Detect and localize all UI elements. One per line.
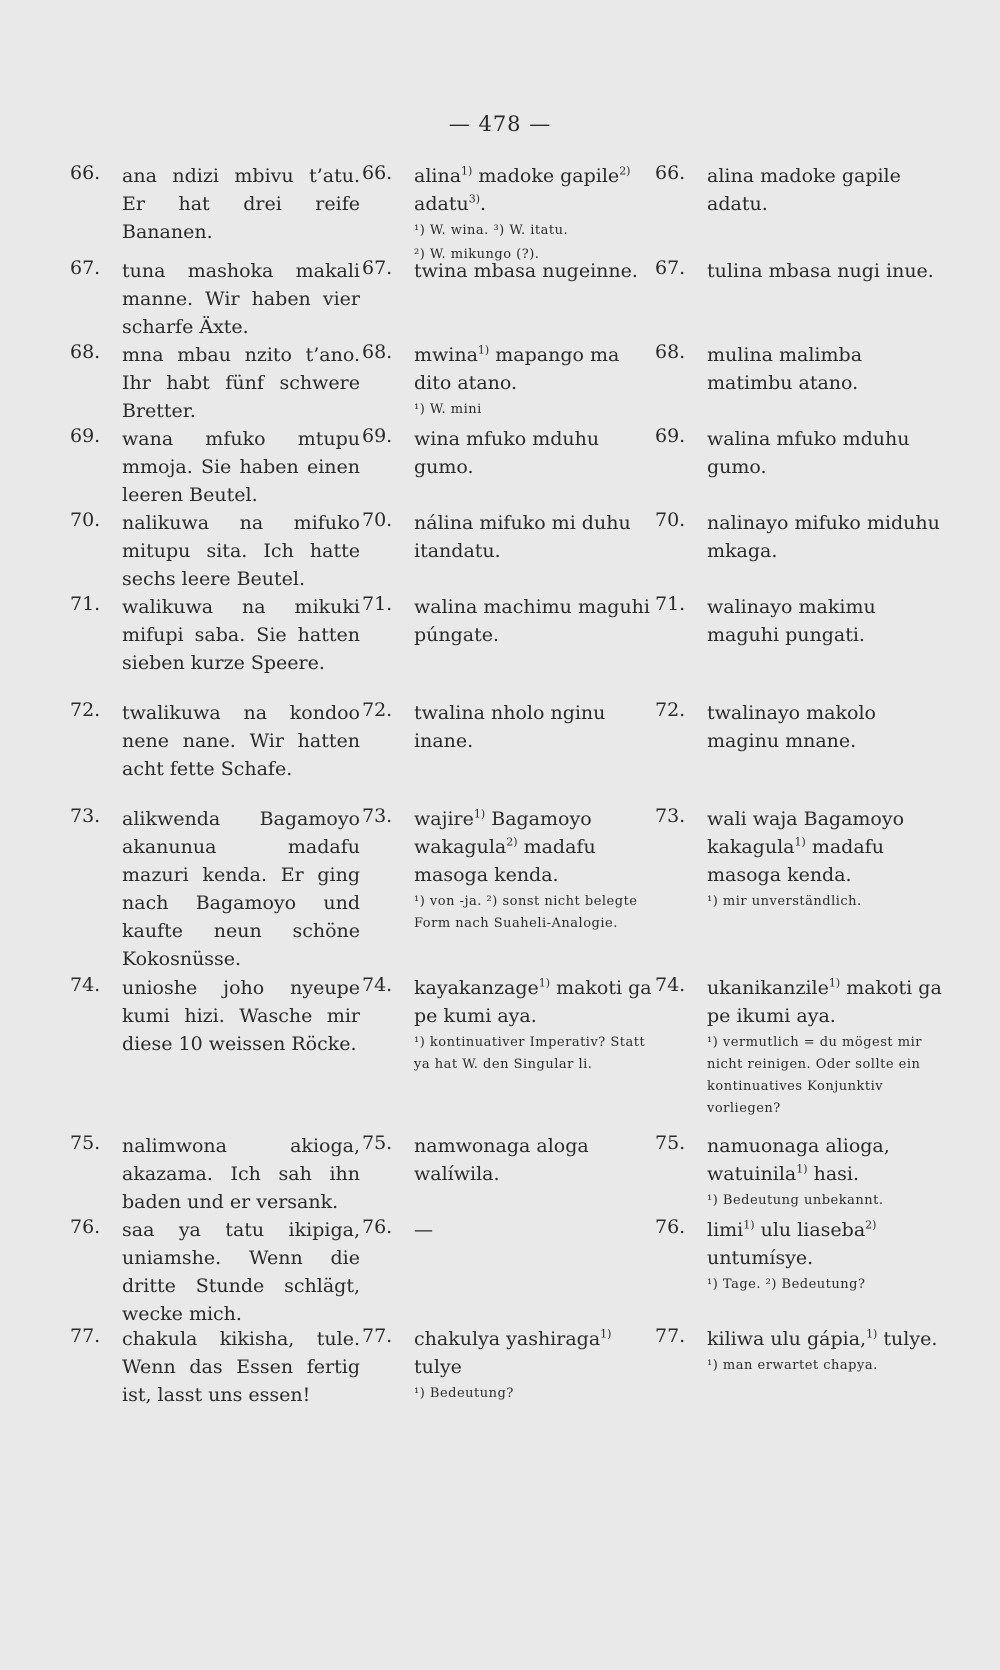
col3-entry (655, 509, 945, 565)
entry-text (707, 162, 945, 218)
entry-text-part: . (480, 193, 487, 215)
entry-text (122, 509, 360, 593)
entry-text (414, 425, 652, 481)
entry-text-body: tulina mbasa nugi inue. (707, 260, 934, 282)
footnote-marker: 1) (477, 343, 490, 357)
entry-number: 76. (362, 1216, 393, 1238)
entry-text-body: nalikuwa na mifuko mitupu sita. Ich hatte sechs leere Beutel. (122, 512, 360, 590)
col2-entry (362, 1132, 652, 1188)
entry-text-body: namwonaga aloga walíwila. (414, 1135, 589, 1185)
footnote-marker: 1) (538, 976, 551, 990)
entry-number: 75. (655, 1132, 686, 1154)
entry-number: 77. (70, 1325, 101, 1347)
entry-number: 73. (70, 805, 101, 827)
footnote: ¹) man erwartet chapya. (707, 1358, 878, 1373)
entry-number: 74. (655, 974, 686, 996)
entry-number: 76. (655, 1216, 686, 1238)
entry-text-body: twalinayo makolo maginu mnane. (707, 702, 876, 752)
entry-text (414, 1325, 652, 1381)
entry-number: 71. (655, 593, 686, 615)
entry-number: 74. (362, 974, 393, 996)
col2-entry (362, 699, 652, 755)
footnote: ¹) mir unverständlich. (707, 894, 862, 909)
entry-text-part: madafu masoga kenda. (414, 836, 596, 886)
entry-text-part: chakulya yashiraga (414, 1328, 601, 1350)
entry-text-body: tuna mashoka makali manne. Wir haben vier scharfe Äxte. (122, 260, 360, 338)
entry-text-part: makoti ga pe kumi aya. (414, 977, 652, 1027)
entry-text (414, 509, 652, 565)
entry-number: 72. (362, 699, 393, 721)
entry-text (707, 257, 945, 285)
entry-text-part: adatu (414, 193, 469, 215)
entry-text-part: wali waja Bagamoyo kakagula (707, 808, 905, 858)
col1-entry (70, 699, 360, 783)
entry-text-body: wana mfuko mtupu mmoja. Sie haben einen leeren Beutel. (122, 428, 360, 506)
col3-entry (655, 162, 945, 218)
entry-number: 74. (70, 974, 101, 996)
entry-text-body: twina mbasa nugeinne. (414, 260, 638, 282)
entry-text (414, 341, 652, 397)
footnote-marker: 1) (461, 164, 473, 178)
entry-number: 70. (362, 509, 393, 531)
page-number: — 478 — (448, 112, 552, 136)
entry-text-part: kiliwa ulu gápia, (707, 1328, 867, 1350)
entry-text-body: twalina nholo nginu inane. (414, 702, 606, 752)
entry-text-part: tulye (414, 1356, 462, 1378)
entry-number: 70. (70, 509, 101, 531)
entry-number: 75. (70, 1132, 101, 1154)
col3-entry (655, 593, 945, 649)
entry-text (414, 1216, 652, 1244)
entry-text (414, 1132, 652, 1188)
col1-entry (70, 162, 360, 246)
footnote: ²) W. mikungo (?). (414, 247, 540, 262)
col1-entry (70, 593, 360, 677)
entry-text (707, 509, 945, 565)
col1-entry (70, 341, 360, 425)
entry-number: 75. (362, 1132, 393, 1154)
entry-text-body: walina mfuko mduhu gumo. (707, 428, 910, 478)
footnote-marker: 2) (619, 164, 631, 178)
col2-entry (362, 509, 652, 565)
entry-number: 69. (655, 425, 686, 447)
footnote-marker: 3) (468, 192, 480, 206)
col2-entry (362, 341, 652, 421)
entry-number: 71. (70, 593, 101, 615)
entry-text-body: — (414, 1219, 433, 1241)
entry-number: 69. (70, 425, 101, 447)
entry-number: 68. (362, 341, 393, 363)
col3-entry (655, 805, 945, 913)
entry-text-part: mapango ma dito atano. (414, 344, 620, 394)
entry-text (707, 593, 945, 649)
col3-entry (655, 1325, 945, 1377)
footnote-marker: 1) (866, 1327, 878, 1341)
entry-number: 77. (362, 1325, 393, 1347)
entry-text (707, 1325, 945, 1353)
col3-entry (655, 1216, 945, 1296)
entry-text-part: kayakanzage (414, 977, 539, 999)
entry-text-part: wajire (414, 808, 474, 830)
col1-entry (70, 1325, 360, 1409)
entry-text-body: walina machimu maguhi púngate. (414, 596, 650, 646)
entry-text-body: unioshe joho nyeupe kumi hizi. Wasche mir diese 10 weissen Röcke. (122, 977, 360, 1055)
entry-text-body: mna mbau nzito t’ano. Ihr habt fünf schwere Bretter. (122, 344, 360, 422)
entry-text-body: wina mfuko mduhu gumo. (414, 428, 600, 478)
entry-number: 66. (655, 162, 686, 184)
entry-text (122, 1216, 360, 1328)
entry-text (414, 593, 652, 649)
col1-entry (70, 425, 360, 509)
entry-number: 71. (362, 593, 393, 615)
entry-text-part: ulu liaseba (754, 1219, 866, 1241)
entry-text (707, 699, 945, 755)
entry-text (122, 805, 360, 973)
entry-number: 67. (70, 257, 101, 279)
entry-text-part: untumísye. (707, 1247, 814, 1269)
col1-entry (70, 1216, 360, 1328)
entry-text-part: Bagamoyo wakagula (414, 808, 592, 858)
entry-text-body: nálina mifuko mi duhu itandatu. (414, 512, 631, 562)
col2-entry (362, 805, 652, 935)
col3-entry (655, 974, 945, 1120)
col1-entry (70, 1132, 360, 1216)
entry-text (707, 974, 945, 1030)
entry-text (122, 162, 360, 246)
entry-text-part: makoti ga pe ikumi aya. (707, 977, 942, 1027)
footnote-marker: 2) (506, 835, 518, 849)
footnote-marker: 1) (600, 1327, 612, 1341)
entry-number: 73. (362, 805, 393, 827)
entry-number: 68. (655, 341, 686, 363)
col2-entry (362, 425, 652, 481)
entry-text-body: nalimwona akioga, akazama. Ich sah ihn baden und er versank. (122, 1135, 360, 1213)
entry-text (414, 162, 652, 218)
entry-text (122, 593, 360, 677)
entry-text (122, 341, 360, 425)
entry-number: 72. (70, 699, 101, 721)
entry-text-body: walinayo makimu maguhi pungati. (707, 596, 876, 646)
entry-text-part: mwina (414, 344, 478, 366)
entry-text-body: twalikuwa na kondoo nene nane. Wir hatten acht fette Schafe. (122, 702, 360, 780)
col1-entry (70, 974, 360, 1058)
entry-text (414, 974, 652, 1030)
entry-text-part: madafu masoga kenda. (707, 836, 884, 886)
footnote: ¹) kontinuativer Imperativ? Statt ya hat W. den Singular li. (414, 1035, 646, 1072)
footnote-marker: 1) (473, 807, 486, 821)
entry-text (122, 699, 360, 783)
entry-text-body: ana ndizi mbivu t’atu. Er hat drei reife Bananen. (122, 165, 360, 243)
entry-text-body: alina madoke gapile adatu. (707, 165, 901, 215)
footnote-marker: 1) (743, 1218, 755, 1232)
col3-entry (655, 699, 945, 755)
entry-text (707, 425, 945, 481)
col2-entry (362, 974, 652, 1076)
entry-text-body: alikwenda Bagamoyo akanunua madafu mazuri kenda. Er ging nach Bagamoyo und kaufte neun schöne Kokosnüsse. (122, 808, 360, 970)
footnote: ¹) Bedeutung unbekannt. (707, 1193, 884, 1208)
footnote: ¹) Tage. ²) Bedeutung? (707, 1277, 866, 1292)
footnote: ¹) von -ja. ²) sonst nicht belegte Form nach Suaheli-Analogie. (414, 894, 638, 931)
entry-text (707, 1216, 945, 1272)
col1-entry (70, 805, 360, 973)
entry-text (122, 1325, 360, 1409)
entry-text (707, 805, 945, 889)
entry-text-part: tulye. (877, 1328, 938, 1350)
entry-text-part: hasi. (807, 1163, 860, 1185)
entry-number: 72. (655, 699, 686, 721)
col1-entry (70, 509, 360, 593)
col2-entry (362, 593, 652, 649)
col3-entry (655, 341, 945, 397)
footnote: ¹) W. mini (414, 402, 482, 417)
footnote: ¹) Bedeutung? (414, 1386, 514, 1401)
footnote-marker: 1) (828, 976, 841, 990)
footnote: ¹) vermutlich = du mögest mir nicht reinigen. Oder sollte ein kontinuatives Konjunktiv vorliegen? (707, 1035, 922, 1116)
entry-text-part: limi (707, 1219, 744, 1241)
entry-number: 67. (362, 257, 393, 279)
entry-text (122, 1132, 360, 1216)
entry-text (122, 257, 360, 341)
footnote-marker: 1) (794, 835, 806, 849)
col1-entry (70, 257, 360, 341)
entry-text-part: namuonaga alioga, watuinila (707, 1135, 890, 1185)
entry-text-part: madoke gapile (472, 165, 620, 187)
footnote-marker: 2) (865, 1218, 877, 1232)
entry-text-body: mulina malimba matimbu atano. (707, 344, 863, 394)
entry-text-part: alina (414, 165, 462, 187)
entry-text (414, 699, 652, 755)
entry-text-body: walikuwa na mikuki mifupi saba. Sie hatten sieben kurze Speere. (122, 596, 360, 674)
entry-text (414, 257, 652, 285)
entry-text (707, 341, 945, 397)
entry-number: 66. (362, 162, 393, 184)
col3-entry (655, 257, 945, 285)
col2-entry (362, 1325, 652, 1405)
col3-entry (655, 425, 945, 481)
entry-number: 66. (70, 162, 101, 184)
col2-entry (362, 1216, 652, 1244)
footnote-marker: 1) (796, 1162, 808, 1176)
entry-number: 77. (655, 1325, 686, 1347)
entry-number: 70. (655, 509, 686, 531)
entry-number: 68. (70, 341, 101, 363)
col2-entry (362, 162, 652, 266)
col3-entry (655, 1132, 945, 1212)
footnote: ¹) W. wina. ³) W. itatu. (414, 223, 569, 238)
entry-text (122, 974, 360, 1058)
col2-entry (362, 257, 652, 285)
entry-number: 67. (655, 257, 686, 279)
entry-text (122, 425, 360, 509)
entry-text (707, 1132, 945, 1188)
entry-text-body: nalinayo mifuko miduhu mkaga. (707, 512, 940, 562)
entry-number: 73. (655, 805, 686, 827)
entry-text (414, 805, 652, 889)
entry-text-body: saa ya tatu ikipiga, uniamshe. Wenn die dritte Stunde schlägt, wecke mich. (122, 1219, 360, 1325)
entry-text-part: ukanikanzile (707, 977, 829, 999)
entry-number: 76. (70, 1216, 101, 1238)
entry-text-body: chakula kikisha, tule. Wenn das Essen fertig ist, lasst uns essen! (122, 1328, 360, 1406)
entry-number: 69. (362, 425, 393, 447)
